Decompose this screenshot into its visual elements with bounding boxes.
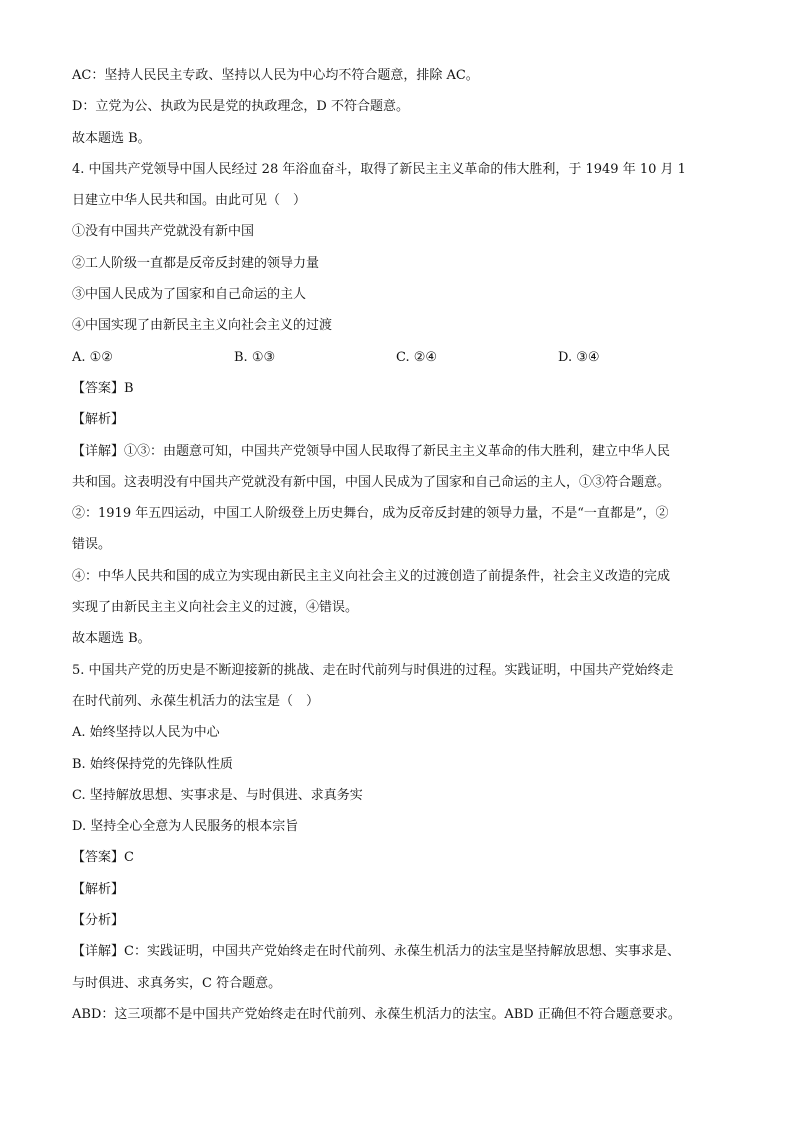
text-line: 故本题选 B。 xyxy=(72,130,151,146)
explain-line: 故本题选 B。 xyxy=(72,631,151,647)
option-b: B. ①③ xyxy=(234,349,276,365)
option-a: A. 始终坚持以人民为中心 xyxy=(72,725,220,741)
option-c: C. 坚持解放思想、实事求是、与时俱进、求真务实 xyxy=(72,787,363,803)
question-4-answer: 【答案】B xyxy=(72,380,134,396)
question-5-stem: 5. 中国共产党的历史是不断迎接新的挑战、走在时代前列与时俱进的过程。实践证明，中国共产党始终走 xyxy=(72,662,674,678)
explain-line: ④：中华人民共和国的成立为实现由新民主主义向社会主义的过渡创造了前提条件，社会主义改造的完成 xyxy=(72,568,671,584)
question-5-answer: 【答案】C xyxy=(72,850,134,866)
statement-3: ③中国人民成为了国家和自己命运的主人 xyxy=(72,287,307,303)
explain-line: 【详解】①③：由题意可知，中国共产党领导中国人民取得了新民主主义革命的伟大胜利，建立中华人民 xyxy=(72,443,671,459)
text-line: D：立党为公、执政为民是党的执政理念，D 不符合题意。 xyxy=(72,99,409,115)
option-b: B. 始终保持党的先锋队性质 xyxy=(72,756,233,772)
question-4-analysis-label: 【解析】 xyxy=(72,412,125,428)
explain-line: 实现了由新民主主义向社会主义的过渡，④错误。 xyxy=(72,600,359,616)
question-5-analysis-label: 【解析】 xyxy=(72,881,125,897)
explain-line: ABD：这三项都不是中国共产党始终走在时代前列、永葆生机活力的法宝。ABD 正确但不符合题意要求。 xyxy=(72,1006,681,1022)
statement-1: ①没有中国共产党就没有新中国 xyxy=(72,224,255,240)
explain-line: 与时俱进、求真务实，C 符合题意。 xyxy=(72,975,282,991)
document-page xyxy=(72,60,722,1030)
statement-4: ④中国实现了由新民主主义向社会主义的过渡 xyxy=(72,318,333,334)
question-5-stem-cont: 在时代前列、永葆生机活力的法宝是（ ） xyxy=(72,693,320,709)
question-4-stem: 4. 中国共产党领导中国人民经过 28 年浴血奋斗，取得了新民主主义革命的伟大胜利，于 1949 年 10 月 1 xyxy=(72,161,686,177)
option-a: A. ①② xyxy=(72,349,113,365)
option-d: D. ③④ xyxy=(558,349,600,365)
question-4-options xyxy=(72,342,722,373)
explain-line: 共和国。这表明没有中国共产党就没有新中国，中国人民成为了国家和自己命运的主人，①③符合题意。 xyxy=(72,474,671,490)
text-line: AC：坚持人民民主专政、坚持以人民为中心均不符合题意，排除 AC。 xyxy=(72,68,479,83)
explain-line: 错误。 xyxy=(72,537,112,553)
question-5-fenxi-label: 【分析】 xyxy=(72,913,125,929)
explain-line: ②：1919 年五四运动，中国工人阶级登上历史舞台，成为反帝反封建的领导力量，不是“一直都是”，② xyxy=(72,506,669,522)
statement-2: ②工人阶级一直都是反帝反封建的领导力量 xyxy=(72,255,320,271)
question-4-stem-cont: 日建立中华人民共和国。由此可见（ ） xyxy=(72,193,307,209)
option-d: D. 坚持全心全意为人民服务的根本宗旨 xyxy=(72,819,299,835)
option-c: C. ②④ xyxy=(396,349,438,365)
explain-line: 【详解】C：实践证明，中国共产党始终走在时代前列、永葆生机活力的法宝是坚持解放思想、实事求是、 xyxy=(72,944,680,960)
